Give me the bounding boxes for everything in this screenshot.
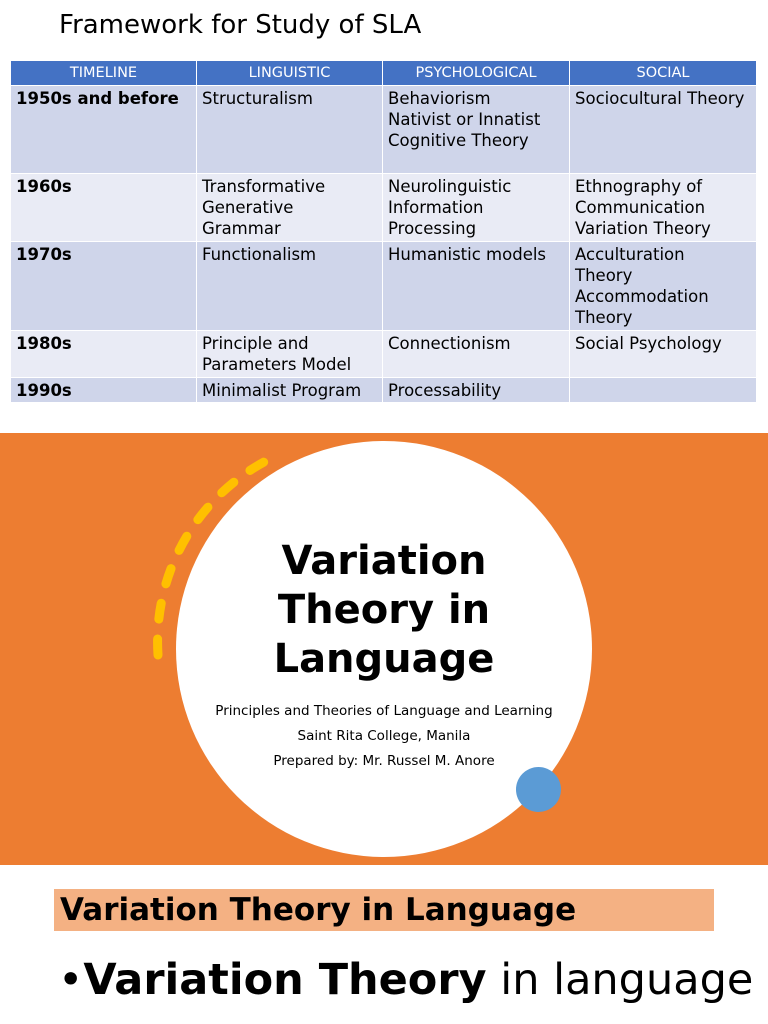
sla-framework-table [10,60,757,403]
table-row [11,378,757,403]
cell-line: Processability [388,381,502,400]
header-timeline: TIMELINE [11,61,197,86]
cell-social [570,174,757,242]
cell-social [570,86,757,174]
cell-social [570,331,757,378]
cell-line: Accommodation [575,287,709,306]
title-line: Variation [281,538,487,584]
cell-social [570,242,757,331]
cell-timeline: 1970s [11,242,197,331]
cell-line: Structuralism [202,89,313,108]
cell-line: Functionalism [202,245,317,264]
cell-line: Acculturation [575,245,685,264]
slide-heading [54,889,714,931]
cell-line: Humanistic models [388,245,547,264]
presentation-title [176,537,592,684]
table-header-row [11,61,757,86]
cell-line: Information [388,198,484,217]
cell-psychological [383,86,570,174]
cell-line: Transformative [202,177,326,196]
bullet-text: in language [486,955,754,1005]
cell-linguistic [197,378,383,403]
cell-line: Variation Theory [575,219,711,238]
bullet-item: •Variation Theory in language [58,955,754,1005]
cell-linguistic [197,242,383,331]
blue-dot-decoration [516,767,561,812]
cell-line: Parameters Model [202,355,352,374]
table-row [11,331,757,378]
cell-line: Principle and [202,334,309,353]
table-row [11,86,757,174]
header-linguistic: LINGUISTIC [197,61,383,86]
content-slide [0,866,768,1024]
title-slide [0,433,768,865]
cell-line: Grammar [202,219,281,238]
cell-line: Cognitive Theory [388,131,529,150]
slide-title: Framework for Study of SLA [59,10,422,40]
cell-line: Theory [575,266,633,285]
cell-line: Connectionism [388,334,511,353]
cell-line: Minimalist Program [202,381,362,400]
cell-timeline: 1990s [11,378,197,403]
cell-line: Generative [202,198,294,217]
table-row [11,242,757,331]
cell-psychological [383,174,570,242]
cell-line: Communication [575,198,706,217]
cell-line: Behaviorism [388,89,491,108]
cell-timeline: 1960s [11,174,197,242]
header-social: SOCIAL [570,61,757,86]
cell-timeline: 1980s [11,331,197,378]
cell-line: Processing [388,219,477,238]
header-psychological: PSYCHOLOGICAL [383,61,570,86]
cell-psychological [383,331,570,378]
cell-line: Theory [575,308,633,327]
title-line: Language [273,636,495,682]
cell-linguistic [197,331,383,378]
subtitle-line: Principles and Theories of Language and Learning [215,703,553,719]
cell-psychological [383,242,570,331]
cell-line: Ethnography of [575,177,703,196]
cell-line: Sociocultural Theory [575,89,745,108]
cell-timeline: 1950s and before [11,86,197,174]
cell-social-empty [570,378,757,403]
cell-line: Nativist or Innatist [388,110,541,129]
title-line: Theory in [277,587,491,633]
cell-psychological [383,378,570,403]
presentation-subtitle [176,699,592,774]
cell-linguistic [197,174,383,242]
framework-slide [0,0,768,420]
subtitle-line: Prepared by: Mr. Russel M. Anore [273,753,495,769]
subtitle-line: Saint Rita College, Manila [297,728,471,744]
cell-line: Neurolinguistic [388,177,512,196]
slide-heading-text: Variation Theory in Language [60,892,577,928]
cell-line: Social Psychology [575,334,722,353]
table-row [11,174,757,242]
cell-linguistic [197,86,383,174]
bullet-bold-text: Variation Theory [83,955,487,1005]
